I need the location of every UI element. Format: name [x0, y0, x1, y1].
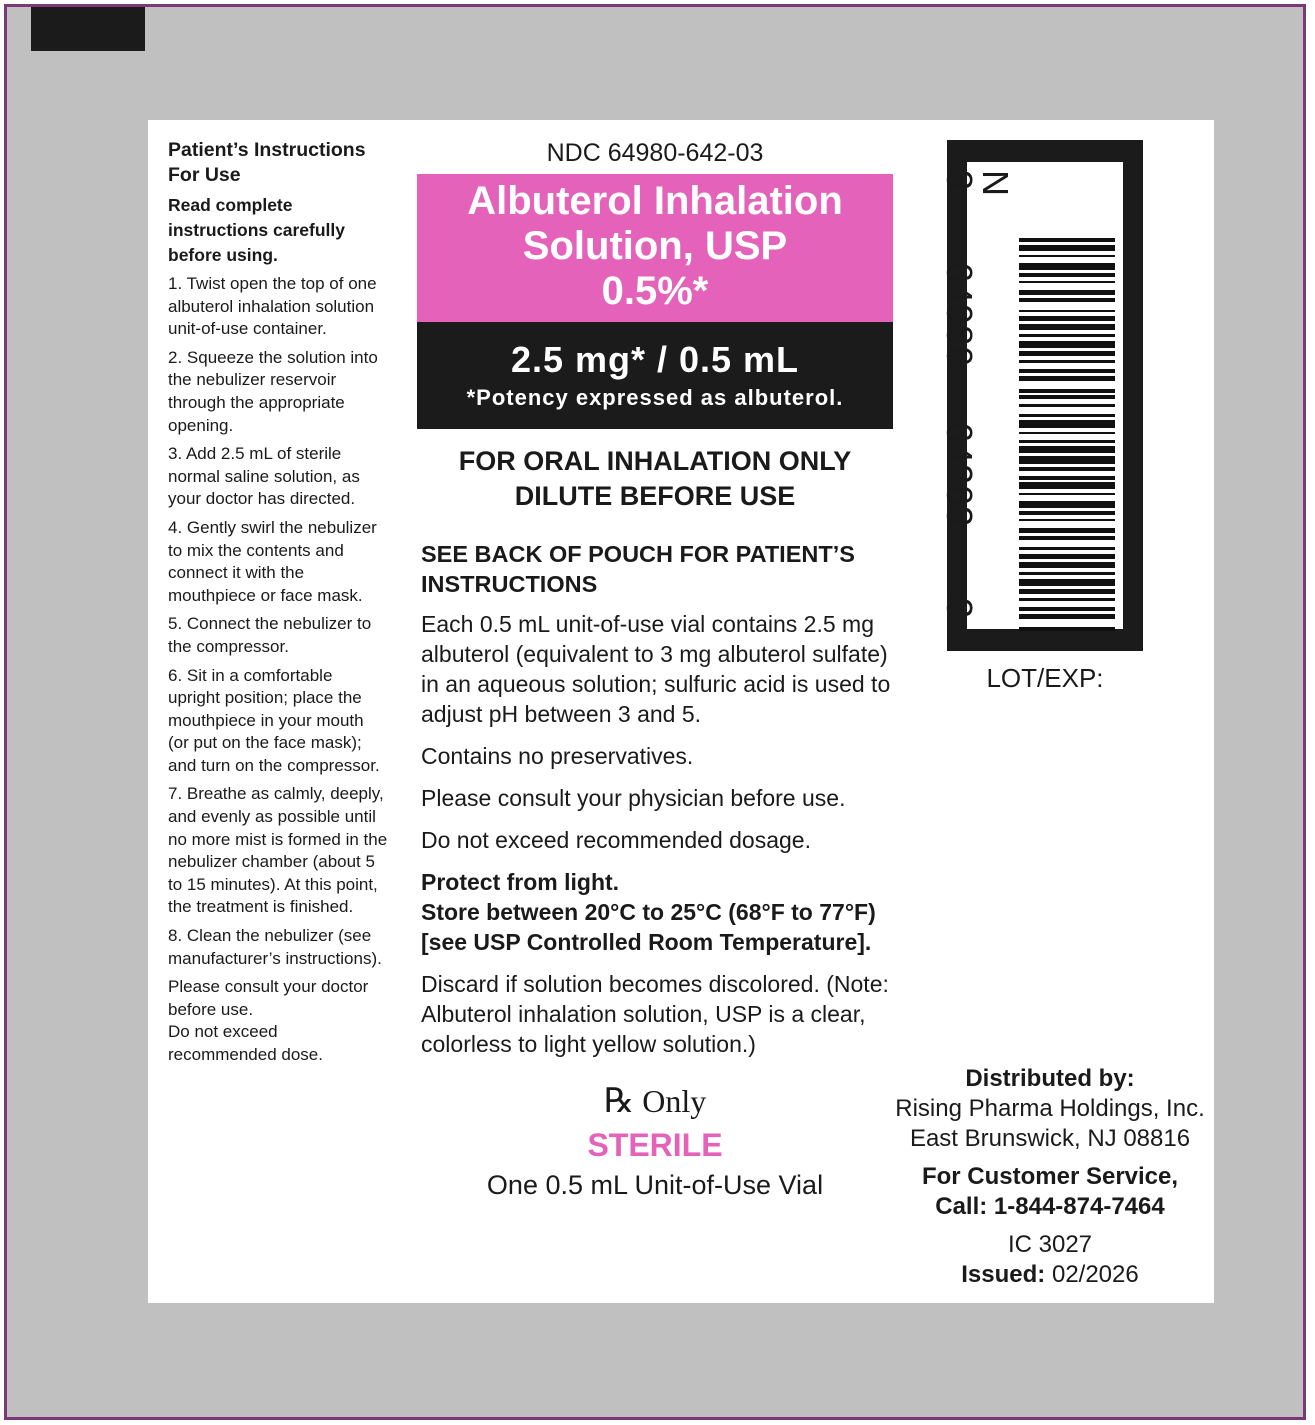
product-name-banner	[417, 174, 893, 322]
instruction-step: 1. Twist open the top of one albuterol inhalation solution unit-of-use container.	[168, 274, 377, 339]
storage-temperature: Store between 20°C to 25°C (68°F to 77°F) [see USP Controlled Room Temperature].	[421, 899, 876, 955]
barcode-bar	[1019, 572, 1115, 575]
consult-physician-text: Please consult your physician before use.	[421, 785, 846, 811]
oral-inhalation-only: FOR ORAL INHALATION ONLY	[458, 446, 852, 476]
barcode-bar	[1019, 607, 1115, 611]
barcode-bar	[1019, 627, 1115, 631]
instructions-footer-consult: Please consult your doctor before use.	[168, 977, 369, 1019]
corner-tab	[31, 7, 145, 51]
barcode-digits	[939, 170, 1016, 620]
barcode-bar	[1019, 351, 1115, 356]
barcode-bar	[1019, 476, 1115, 480]
potency-note: *Potency expressed as albuterol.	[466, 385, 844, 410]
no-preservatives-text: Contains no preservatives.	[421, 743, 694, 769]
distributed-by-label: Distributed by:	[965, 1065, 1135, 1092]
barcode-bar	[1019, 310, 1115, 313]
issued-value: 02/2026	[1051, 1261, 1139, 1288]
product-strength: 0.5%*	[601, 269, 709, 313]
customer-service-line-1: For Customer Service,	[921, 1163, 1179, 1190]
barcode-bar	[1019, 482, 1115, 489]
instructions-footer-dose: Do not exceed recommended dose.	[168, 1022, 323, 1064]
rx-only-label: Only	[642, 1083, 707, 1119]
barcode-bar	[1019, 614, 1115, 619]
barcode-bar	[1019, 501, 1115, 509]
barcode-bar	[1019, 273, 1115, 277]
barcode-bar	[1019, 579, 1115, 587]
label	[148, 120, 1214, 1303]
instruction-step: 3. Add 2.5 mL of sterile normal saline solution, as your doctor has directed.	[168, 444, 360, 509]
contents-text: Each 0.5 mL unit-of-use vial contains 2.5 mg albuterol (equivalent to 3 mg albuterol sulfate) in an aqueous solution; sulfuric acid is used to adjust pH between 3 and 5.	[421, 611, 891, 727]
sterile-label: STERILE	[587, 1127, 723, 1163]
barcode-bar	[1019, 511, 1115, 515]
barcode-bar	[1019, 456, 1115, 464]
barcode	[939, 162, 1123, 629]
instruction-step: 2. Squeeze the solution into the nebulizer reservoir through the appropriate opening.	[168, 347, 378, 435]
barcode-top-mark: N	[975, 170, 1016, 196]
barcode-bar	[1019, 404, 1115, 407]
barcode-bar	[1019, 414, 1115, 418]
barcode-bar	[1019, 376, 1115, 381]
barcode-bar	[1019, 547, 1115, 550]
product-panel	[417, 120, 893, 1202]
lot-exp: LOT/EXP:	[986, 663, 1104, 693]
dose: 2.5 mg* / 0.5 mL	[510, 339, 800, 380]
ic-number: IC 3027	[1007, 1231, 1093, 1258]
instruction-step: 8. Clean the nebulizer (see manufacturer’s instructions).	[168, 926, 382, 968]
barcode-bar	[1019, 493, 1115, 496]
barcode-bar	[1019, 281, 1115, 284]
barcode-bar	[1019, 562, 1115, 569]
dosage-warning-text: Do not exceed recommended dosage.	[421, 827, 811, 853]
barcode-bar	[1019, 536, 1115, 540]
barcode-bar	[1019, 440, 1115, 444]
discard-text: Discard if solution becomes discolored. (Note: Albuterol inhalation solution, USP is a clear, colorless to light yellow solution.)	[421, 971, 889, 1057]
barcode-bar	[1019, 360, 1115, 363]
product-details	[421, 609, 891, 1059]
barcode-group-2: 64203	[939, 422, 980, 528]
ndc-number: NDC 64980-642-03	[546, 139, 764, 167]
barcode-bar	[1019, 324, 1115, 331]
barcode-bar	[1019, 245, 1115, 252]
barcode-bar	[1019, 369, 1115, 373]
product-name-line-2: Solution, USP	[522, 224, 788, 268]
route-warning	[417, 444, 893, 514]
rx-only	[417, 1081, 893, 1122]
barcode-bar	[1019, 263, 1115, 271]
patient-instructions	[168, 138, 388, 1067]
barcode-bar	[1019, 598, 1115, 601]
issued-label: Issued:	[961, 1261, 1046, 1288]
barcode-bar	[1019, 298, 1115, 302]
barcode-bar	[1019, 467, 1115, 471]
instruction-step: 6. Sit in a comfortable upright position; place the mouthpiece in your mouth (or put on the face mask); and turn on the compressor.	[168, 665, 380, 775]
barcode-bars	[1019, 238, 1115, 628]
instruction-step: 5. Connect the nebulizer to the compressor.	[168, 614, 372, 656]
barcode-bar	[1019, 446, 1115, 453]
barcode-frame	[939, 140, 1143, 651]
instructions-title: Patient’s Instructions For Use	[168, 139, 366, 186]
barcode-bar	[1019, 528, 1115, 533]
customer-service-line-2: Call: 1-844-874-7464	[935, 1193, 1165, 1220]
product-name-line-1: Albuterol Inhalation	[467, 179, 843, 223]
barcode-bar	[1019, 238, 1115, 242]
instruction-step: 4. Gently swirl the nebulizer to mix the contents and connect it with the mouthpiece or face mask.	[168, 517, 377, 605]
dose-banner	[417, 322, 893, 429]
issued-date	[881, 1260, 1219, 1290]
barcode-bar	[1019, 432, 1115, 435]
barcode-group-1: 64980	[939, 262, 980, 368]
barcode-bar	[1019, 341, 1115, 349]
barcode-bar	[1019, 589, 1115, 594]
barcode-last-digit: 3	[939, 598, 980, 619]
storage-text	[421, 867, 891, 957]
barcode-bar	[1019, 255, 1115, 258]
company-city: East Brunswick, NJ 08816	[909, 1125, 1191, 1152]
barcode-first-digit: 3	[939, 170, 980, 191]
barcode-bar	[1019, 316, 1115, 321]
distributor-info	[881, 1064, 1219, 1290]
company-name: Rising Pharma Holdings, Inc.	[895, 1095, 1205, 1122]
dilute-before-use: DILUTE BEFORE USE	[514, 481, 796, 511]
barcode-bar	[1019, 395, 1115, 399]
barcode-bar	[1019, 519, 1115, 522]
vial-count: One 0.5 mL Unit-of-Use Vial	[486, 1170, 824, 1200]
see-back-notice: SEE BACK OF POUCH FOR PATIENT’S INSTRUCTIONS	[421, 541, 855, 597]
barcode-bar	[1019, 420, 1115, 428]
barcode-bar	[1019, 389, 1115, 393]
instructions-intro: Read complete instructions carefully before using.	[168, 195, 345, 265]
barcode-bar	[1019, 334, 1115, 337]
instruction-step: 7. Breathe as calmly, deeply, and evenly as possible until no more mist is formed in the nebulizer chamber (about 5 to 15 minutes). At this point, the treatment is finished.	[168, 784, 388, 917]
barcode-bar	[1019, 290, 1115, 295]
barcode-bar	[1019, 554, 1115, 559]
rx-icon: ℞	[603, 1083, 635, 1120]
protect-from-light: Protect from light.	[421, 869, 620, 895]
